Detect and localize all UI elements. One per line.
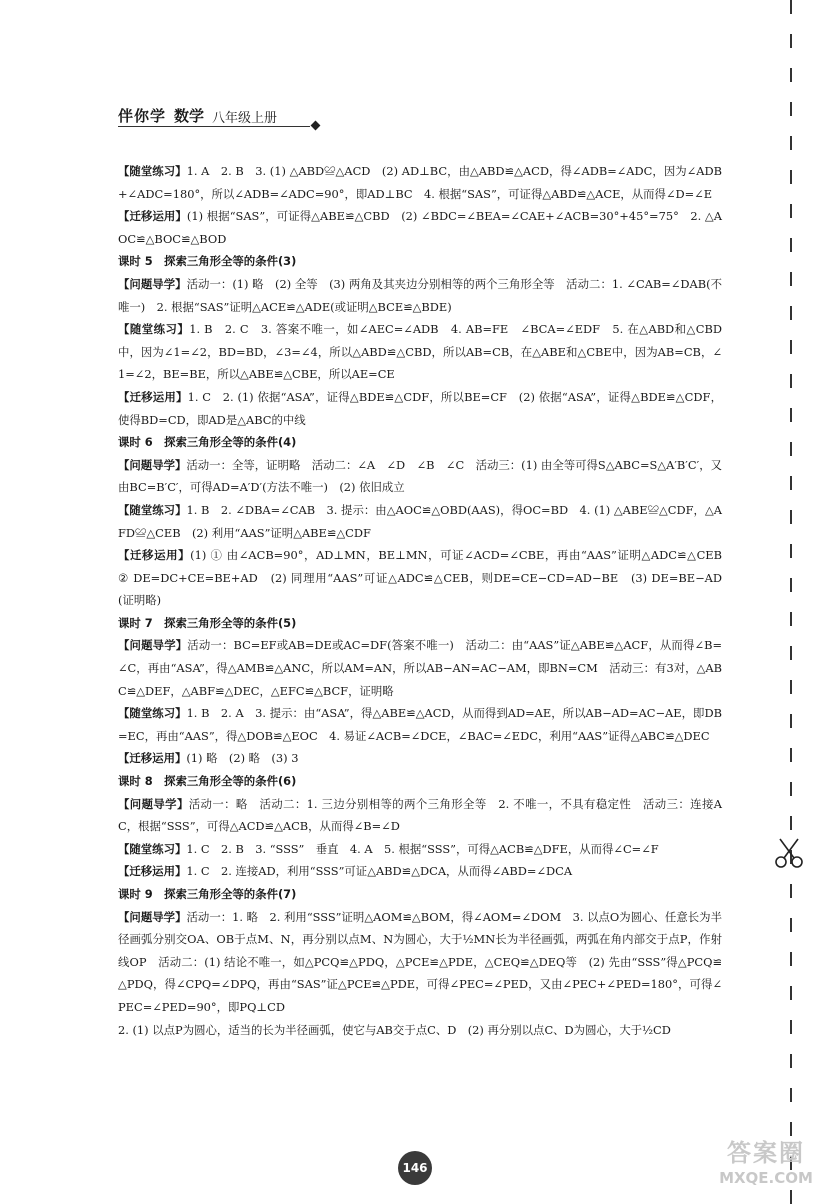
cut-line-dash: [790, 204, 792, 218]
cut-line-dash: [790, 510, 792, 524]
answer-text: 1. B 2. C 3. 答案不唯一，如∠AEC=∠ADB 4. AB=FE ∠BCA=∠EDF 5. 在△ABD和△CBD中，因为∠1=∠2，BD=BD，∠3=∠4，所以△ABD≌△CBD，所以AB=CB，在△ABE和△CBE中，因为AB=CB，∠1=∠2，BE=BE，所以△ABE≌△CBE，所以AE=CE: [118, 322, 722, 382]
answer-paragraph: [118, 702, 722, 747]
cut-line-dash: [790, 374, 792, 388]
answer-paragraph: [118, 454, 722, 499]
lesson-heading: 课时 9 探索三角形全等的条件(7): [118, 887, 297, 901]
cut-line-dash: [790, 918, 792, 932]
cut-line-dash: [790, 680, 792, 694]
cut-line-dash: [790, 1020, 792, 1034]
lesson-heading: 课时 6 探索三角形全等的条件(4): [118, 435, 297, 450]
answer-paragraph: [118, 205, 722, 250]
answer-paragraph: [118, 318, 722, 386]
answer-text: 1. B 2. A 3. 提示：由“ASA”，得△ABE≌△ACD，从而得到AD=AE，所以AB−AD=AC−AE，即DB=EC，再由“AAS”，得△DOB≌△EOC 4. 易证∠ACB=∠DCE，∠BAC=∠EDC，利用“AAS”证得△ABC≌△DEC: [118, 706, 722, 743]
cut-line-dash: [790, 306, 792, 320]
answer-paragraph: [118, 273, 722, 318]
answer-paragraph: [118, 838, 722, 861]
section-tag: 【问题导学】: [118, 276, 187, 291]
section-tag: 【随堂练习】: [118, 706, 187, 721]
cut-line-dash: [790, 136, 792, 150]
section-tag: 【迁移运用】: [118, 864, 187, 879]
cut-line-dash: [790, 578, 792, 592]
cut-line-dash: [790, 952, 792, 966]
answer-text: (1) 略 (2) 略 (3) 3: [186, 751, 299, 766]
cut-line-dash: [790, 714, 792, 728]
section-tag: 【随堂练习】: [118, 502, 187, 517]
cut-line-dash: [790, 408, 792, 422]
cut-line-dash: [790, 272, 792, 286]
answer-text: 1. C 2. (1) 依据“ASA”，证得△BDE≌△CDF，所以BE=CF (2) 依据“ASA”，证得△BDE≌△CDF，使得BD=CD，即AD是△ABC的中线: [118, 389, 722, 427]
section-tag: 【随堂练习】: [118, 841, 187, 856]
answer-paragraph: [118, 1019, 722, 1042]
answer-content: [118, 160, 734, 1041]
page-header: [118, 104, 277, 126]
section-tag: 【迁移运用】: [118, 389, 188, 404]
answer-text: 1. A 2. B 3. (1) △ABD≌△ACD (2) AD⊥BC，由△ABD≌△ACD，得∠ADB=∠ADC，因为∠ADB+∠ADC=180°，所以∠ADB=∠ADC=90°，即AD⊥BC 4. 根据“SAS”，可证得△ABD≌△ACE，从而得∠D=∠E: [118, 164, 722, 201]
cut-line-dash: [790, 816, 792, 830]
answer-text: 1. C 2. 连接AD，利用“SSS”可证△ABD≌△DCA，从而得∠ABD=∠DCA: [186, 864, 573, 879]
answer-text: (1) ① 由∠ACB=90°，AD⊥MN，BE⊥MN，可证∠ACD=∠CBE，再由“AAS”证明△ADC≌△CEB ② DE=DC+CE=BE+AD (2) 同理用“AAS”可证△ADC≌△CEB，则DE=CE−CD=AD−BE (3) DE=BE−AD(证明略): [118, 548, 734, 608]
cut-line-dash: [790, 34, 792, 48]
lesson-heading: 课时 7 探索三角形全等的条件(5): [118, 615, 297, 630]
answer-text: 活动一：略 活动二：1. 三边分别相等的两个三角形全等 2. 不唯一，不具有稳定性 活动三：连接AC，根据“SSS”，可得△ACD≌△ACB，从而得∠B=∠D: [118, 796, 722, 834]
subject-title: 数学: [174, 107, 205, 125]
cut-line-dash: [790, 442, 792, 456]
answer-paragraph: [118, 747, 722, 770]
grade-label: 八年级上册: [212, 111, 278, 126]
cut-line-dash: [790, 544, 792, 558]
cut-line-dash: [790, 1122, 792, 1136]
cut-line-dash: [790, 646, 792, 660]
cut-line-dash: [790, 238, 792, 252]
cut-line-dash: [790, 748, 792, 762]
section-tag: 【问题导学】: [118, 796, 189, 811]
answer-paragraph: [118, 860, 722, 883]
section-tag: 【随堂练习】: [118, 322, 190, 337]
section-tag: 【问题导学】: [118, 909, 187, 924]
answer-paragraph: [118, 499, 722, 544]
answer-text: 活动一：全等，证明略 活动二：∠A ∠D ∠B ∠C 活动三：(1) 由全等可得S△ABC=S△A′B′C′，又由BC=B′C′，可得AD=A′D′(方法不唯一) (2) 依旧成立: [118, 457, 722, 495]
scissors-icon: [772, 836, 806, 870]
answer-paragraph: [118, 634, 722, 702]
cut-line-dash: [790, 1054, 792, 1068]
answer-text: 2. (1) 以点P为圆心，适当的长为半径画弧，使它与AB交于点C、D (2) 再分别以点C、D为圆心，大于½CD: [118, 1022, 671, 1037]
answer-text: 活动一：(1) 略 (2) 全等 (3) 两角及其夹边分别相等的两个三角形全等 活动二：1. ∠CAB=∠DAB(不唯一) 2. 根据“SAS”证明△ACE≌△ADE(或证明△BCE≌△BDE): [118, 276, 722, 314]
cut-line-dash: [790, 782, 792, 796]
cut-line-dash: [790, 884, 792, 898]
cut-line-dash: [790, 1088, 792, 1102]
watermark-logo: 答案圈 MXQE.COM: [719, 1139, 813, 1187]
brand-title: 伴你学: [118, 107, 167, 125]
lesson-heading: 课时 5 探索三角形全等的条件(3): [118, 254, 297, 269]
lesson-heading: 课时 8 探索三角形全等的条件(6): [118, 774, 297, 789]
answer-text: 1. B 2. ∠DBA=∠CAB 3. 提示：由△AOC≌△OBD(AAS)，得OC=BD 4. (1) △ABE≌△CDF，△AFD≌△CEB (2) 利用“AAS”证明△ABE≌△CDF: [118, 502, 722, 540]
cut-line-dash: [790, 340, 792, 354]
cut-line: [790, 0, 793, 1200]
answer-paragraph: [118, 386, 722, 431]
section-tag: 【问题导学】: [118, 638, 188, 653]
cut-line-dash: [790, 170, 792, 184]
section-tag: 【迁移运用】: [118, 751, 187, 766]
cut-line-dash: [790, 102, 792, 116]
cut-line-dash: [790, 0, 792, 14]
cut-line-dash: [790, 612, 792, 626]
answer-paragraph: [118, 544, 734, 612]
answer-text: 1. C 2. B 3. “SSS” 垂直 4. A 5. 根据“SSS”，可得△ACB≌△DFE，从而得∠C=∠F: [186, 841, 659, 856]
section-tag: 【迁移运用】: [118, 548, 191, 563]
cut-line-dash: [790, 476, 792, 490]
answer-paragraph: [118, 160, 722, 205]
cut-line-dash: [790, 68, 792, 82]
answer-text: 活动一：1. 略 2. 利用“SSS”证明△AOM≌△BOM，得∠AOM=∠DOM 3. 以点O为圆心、任意长为半径画弧分别交OA、OB于点M、N，再分别以点M、N为圆心，大于½MN长为半径画弧，两弧在角内部交于点P，作射线OP 活动二：(1) 结论不唯一，如△PCQ≌△PDQ，△PCE≌△PDE，△CEQ≌△DEQ等 (2) 先由“SSS”得△PCQ≌△PDQ，得∠CPQ=∠DPQ，再由“SAS”证△PCE≌△PDE，可得∠PEC=∠PED，又由∠PEC+∠PED=180°，可得∠PEC=∠PED=90°，即PQ⊥CD: [118, 909, 722, 1014]
page-number: 146: [398, 1151, 432, 1185]
section-tag: 【随堂练习】: [118, 164, 187, 178]
answer-paragraph: [118, 793, 722, 838]
answer-text: (1) 根据“SAS”，可证得△ABE≌△CBD (2) ∠BDC=∠BEA=∠CAE+∠ACB=30°+45°=75° 2. △AOC≌△BOC≌△BOD: [118, 209, 722, 246]
answer-paragraph: [118, 906, 722, 1019]
diamond-icon: [311, 121, 321, 131]
cut-line-dash: [790, 986, 792, 1000]
answer-text: 活动一：BC=EF或AB=DE或AC=DF(答案不唯一) 活动二：由“AAS”证△ABE≌△ACF，从而得∠B=∠C，再由“ASA”，得△AMB≌△ANC，所以AM=AN，所以AB−AN=AC−AM，即BN=CM 活动三：有3对，△ABC≌△DEF，△ABF≌△DEC，△EFC≌△BCF，证明略: [118, 638, 722, 698]
section-tag: 【问题导学】: [118, 457, 187, 472]
section-tag: 【迁移运用】: [118, 209, 187, 224]
header-rule: [118, 126, 310, 127]
